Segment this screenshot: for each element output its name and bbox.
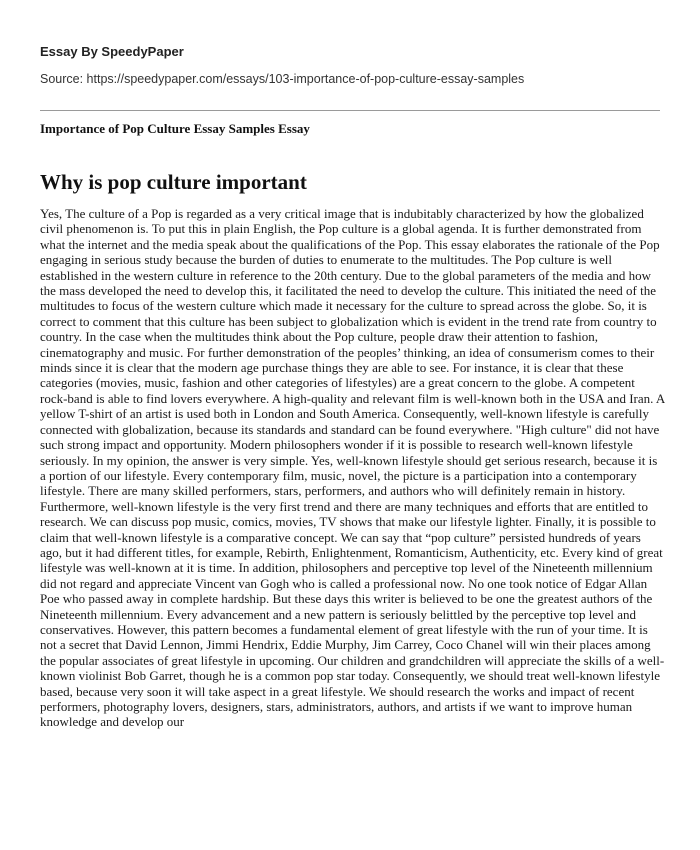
essay-body: Yes, The culture of a Pop is regarded as a very critical image that is indubitably characterized by how the globalized civil phenomenon is. To put this in plain English, the Pop culture is a global agenda. It is further demonstrated from what the internet and the media speak about the qualifications of the Pop. This essay elaborates the rationale of the Pop engaging in serious study because the burden of duties to enumerate to the multitudes. The Pop culture is well established in the western culture in reference to the 20th century. Due to the global parameters of the media and how the mass developed the need to develop this, it facilitated the need to develop the culture. This initiated the need of the multitudes to focus of the western culture which made it necessary for the culture to spread across the globe. So, it is correct to comment that this culture has been subject to globalization which is evident in the trend rate from country to country. In the case when the multitudes think about the Pop culture, people draw their attention to fashion, cinematography and music. For further demonstration of the peoples’ thinking, an idea of consumerism comes to their minds since it is clear that the modern age purchase things they are able to see. For instance, it is clear that these categories (movies, music, fashion and other categories of lifestyles) are a great concern to the globe. A competent rock-band is able to find lovers everywhere. A high-quality and relevant film is well-known both in the USA and Iran. A yellow T-shirt of an artist is used both in London and South America. Consequently, well-known lifestyle is carefully connected with globalization, because its standards and standard can be found everywhere. "High culture" did not have such strong impact and opportunity. Modern philosophers wonder if it is possible to research well-known lifestyle seriously. In my opinion, the answer is very simple. Yes, well-known lifestyle should get serious research, because it is a portion of our lifestyle. Every contemporary film, music, novel, the picture is a participation into a contemporary lifestyle. There are many skilled performers, stars, performers, and authors who will definitely remain in history. Furthermore, well-known lifestyle is the very first trend and there are many techniques and efforts that are entitled to research. We can discuss pop music, comics, movies, TV shows that make our lifestyle lighter. Finally, it is possible to claim that well-known lifestyle is a comparative concept. We can say that “pop culture” persisted hundreds of years ago, but it had different titles, for example, Rebirth, Enlightenment, Romanticism, Authenticity, etc. Every kind of great lifestyle was well-known at it is time. In addition, philosophers and perceptive top level of the Nineteenth millennium did not regard and appreciate Vincent van Gogh who is called a professional now. No one took notice of Edgar Allan Poe who passed away in complete hardship. But these days this writer is believed to be one the greatest authors of the Nineteenth millennium. Every advancement and a new pattern is seriously belittled by the perceptive top level and conservatives. However, this pattern becomes a fundamental element of great lifestyle with the run of your time. It is not a secret that David Lennon, Jimmi Hendrix, Eddie Murphy, Jim Carrey, Coco Chanel will win their places among the popular associates of great lifestyle in upcoming. Our children and grandchildren will appreciate the skills of a well-known violinist Bob Garret, though he is a common pop star today. Consequently, we should treat well-known lifestyle based, because very soon it will take aspect in a great lifestyle. We should research the works and impact of recent performers, photography lovers, designers, stars, administrators, authors, and artists if we want to improve human knowledge and develop our: [40, 206, 665, 730]
essay-title: Importance of Pop Culture Essay Samples Essay: [40, 121, 310, 136]
header-divider: [40, 110, 660, 111]
source-line[interactable]: Source: https://speedypaper.com/essays/103-importance-of-pop-culture-essay-samples: [40, 72, 525, 86]
brand-title: Essay By SpeedyPaper: [40, 44, 184, 59]
section-heading: Why is pop culture important: [40, 170, 307, 194]
